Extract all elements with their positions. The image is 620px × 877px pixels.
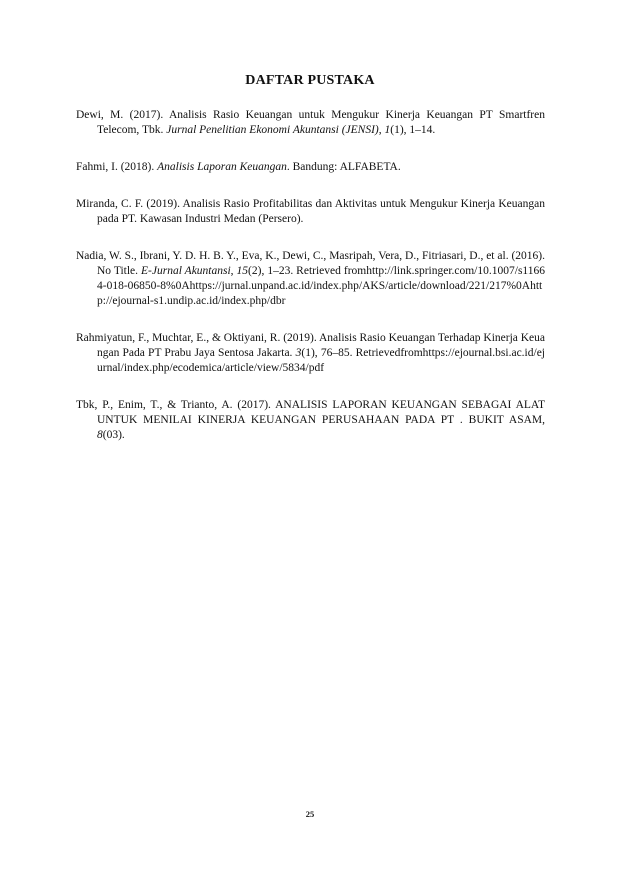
reference-dewi-2017: [76, 108, 545, 138]
reference-text: (1), 1–14.: [390, 124, 436, 136]
journal-name: E-Jurnal Akuntansi: [141, 265, 231, 277]
page-number: 25: [305, 809, 315, 819]
reference-text: Fahmi, I. (2018).: [76, 161, 158, 173]
reference-text: (2), 1–23. Retrieved fromhttp://link.springer.com/10.1007/s11664-018-06850-8%0Ahttps://jurnal.unpand.ac.id/index.php/AKS/article/download/221/217%0Ahttp://ejournal-s1.undip.ac.id/index.php/dbr: [97, 265, 546, 307]
reference-text: Nadia, W. S., Ibrani, Y. D. H. B. Y., Eva, K., Dewi, C., Masripah, Vera, D., Fitriasari, D., et al. (2016). No Title.: [76, 250, 545, 277]
volume-number: 8: [97, 429, 103, 441]
volume-number: 3: [295, 347, 302, 359]
book-title: Analisis Laporan Keuangan: [157, 161, 287, 173]
reference-text: Dewi, M. (2017). Analisis Rasio Keuangan untuk Mengukur Kinerja Keuangan PT Smartfren Telecom, Tbk.: [76, 109, 545, 136]
reference-tbk-2017: [76, 398, 545, 443]
reference-text: (1), 76–85. Retrievedfromhttps://ejournal.bsi.ac.id/ejurnal/index.php/ecodemica/article/view/5834/pdf: [97, 347, 545, 374]
reference-text: ,: [378, 124, 385, 136]
reference-nadia-2016: [76, 249, 545, 309]
volume-number: 1: [384, 124, 391, 136]
reference-text: ,: [230, 265, 237, 277]
reference-text: Miranda, C. F. (2019). Analisis Rasio Profitabilitas dan Aktivitas untuk Mengukur Kinerja Keuangan pada PT. Kawasan Industri Medan (Persero).: [76, 198, 545, 225]
reference-text: Rahmiyatun, F., Muchtar, E., & Oktiyani, R. (2019). Analisis Rasio Keuangan Terhadap Kinerja Keuangan Pada PT Prabu Jaya Sentosa Jakarta.: [76, 332, 546, 359]
reference-text: (03).: [102, 429, 125, 441]
reference-list: [76, 108, 545, 465]
page-title: DAFTAR PUSTAKA: [245, 73, 375, 88]
reference-miranda-2019: [76, 197, 545, 227]
volume-number: 15: [236, 265, 249, 277]
reference-fahmi-2018: [76, 160, 545, 175]
journal-name: Jurnal Penelitian Ekonomi Akuntansi (JENSI): [166, 124, 379, 136]
reference-rahmiyatun-2019: [76, 331, 545, 376]
reference-text: . Bandung: ALFABETA.: [286, 161, 401, 173]
reference-text: Tbk, P., Enim, T., & Trianto, A. (2017). ANALISIS LAPORAN KEUANGAN SEBAGAI ALAT UNTUK MENILAI KINERJA KEUANGAN PERUSAHAAN PADA PT . BUKIT ASAM,: [76, 399, 545, 426]
